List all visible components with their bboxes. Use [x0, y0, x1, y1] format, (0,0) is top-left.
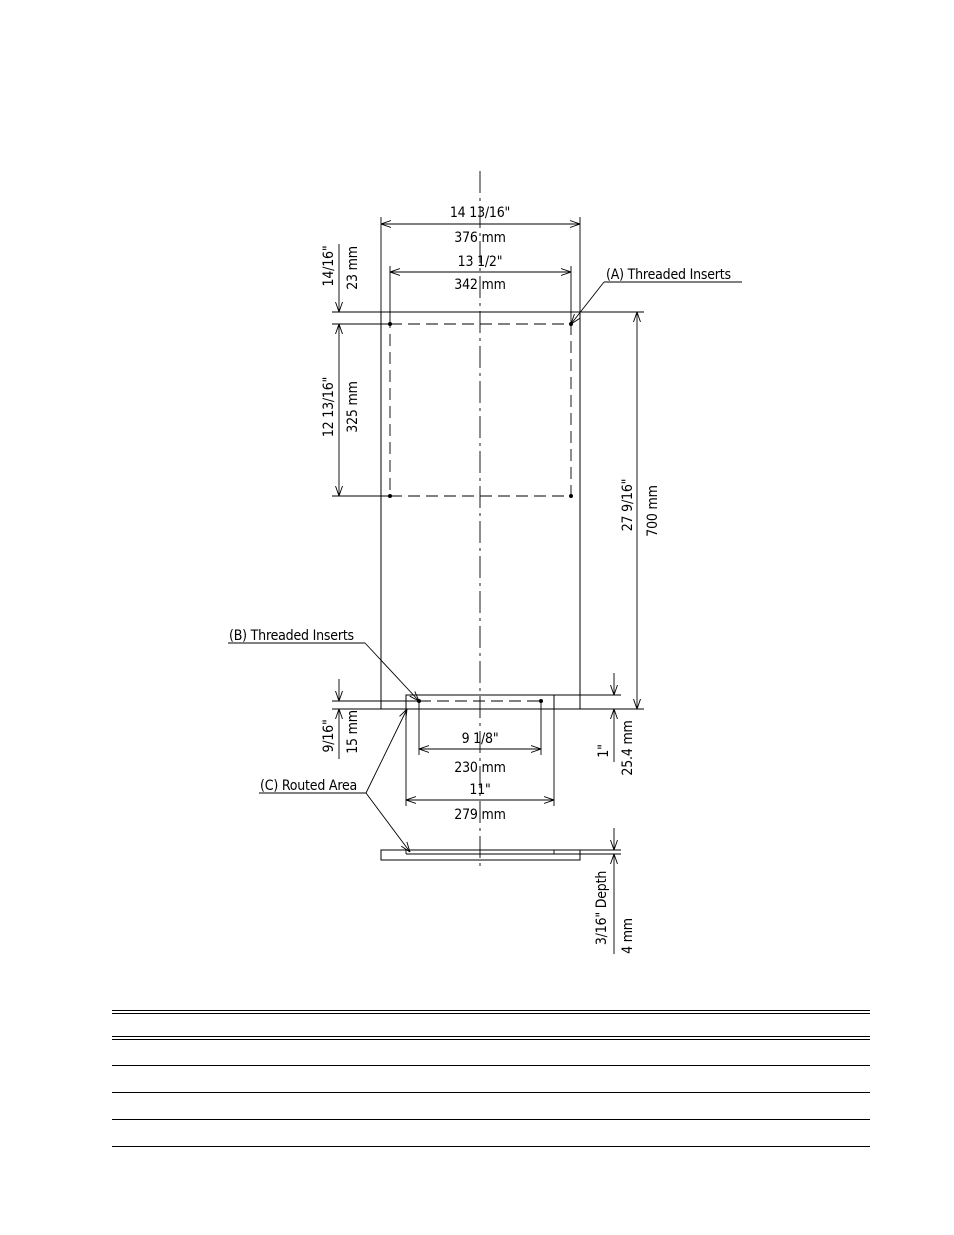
- table-rule-top-double: [112, 1013, 870, 1014]
- side-view-panel: [381, 850, 580, 860]
- table-rule-top: [112, 1010, 870, 1011]
- callout-b-label: (B) Threaded Inserts: [229, 628, 354, 644]
- table-rule-header: [112, 1036, 870, 1037]
- callout-a-label: (A) Threaded Inserts: [606, 267, 731, 283]
- callout-c-label: (C) Routed Area: [260, 778, 358, 794]
- routed-width-in-label: 11": [469, 782, 491, 798]
- callout-a-leader: [571, 282, 604, 324]
- insert-spacing-in-label: 13 1/2": [457, 254, 503, 270]
- overall-width-mm-label: 376 mm: [454, 230, 506, 246]
- table-rule-row-4: [112, 1146, 870, 1147]
- callout-b-leader: [365, 643, 419, 701]
- overall-height-in-label: 27 9/16": [620, 478, 636, 532]
- insert-a-dot-br: [569, 494, 573, 498]
- table-rule-row-3: [112, 1119, 870, 1120]
- callout-c-leader-upper: [366, 709, 407, 793]
- b-spacing-in-label: 9 1/8": [461, 731, 499, 747]
- top-offset-in-label: 14/16": [321, 245, 337, 287]
- main-panel-outline: [381, 312, 580, 709]
- insert-vertical-in-label: 12 13/16": [321, 376, 337, 438]
- routed-offset-in-label: 1": [596, 744, 612, 758]
- callout-c-leader-lower: [366, 793, 410, 852]
- insert-a-pattern: [390, 324, 571, 496]
- bottom-offset-in-label: 9/16": [321, 719, 337, 753]
- routed-width-mm-label: 279 mm: [454, 807, 506, 823]
- overall-width-in-label: 14 13/16": [449, 205, 511, 221]
- depth-mm-label: 4 mm: [620, 918, 636, 954]
- top-offset-mm-label: 23 mm: [345, 246, 361, 290]
- overall-height-mm-label: 700 mm: [645, 485, 661, 537]
- routed-offset-mm-label: 25.4 mm: [620, 720, 636, 776]
- insert-vertical-mm-label: 325 mm: [345, 381, 361, 433]
- table-rule-row-2: [112, 1092, 870, 1093]
- table-rule-row-1: [112, 1065, 870, 1066]
- bottom-offset-mm-label: 15 mm: [345, 710, 361, 754]
- b-spacing-mm-label: 230 mm: [454, 760, 506, 776]
- insert-spacing-mm-label: 342 mm: [454, 277, 506, 293]
- table-rule-header-double: [112, 1039, 870, 1040]
- depth-in-label: 3/16" Depth: [594, 870, 610, 946]
